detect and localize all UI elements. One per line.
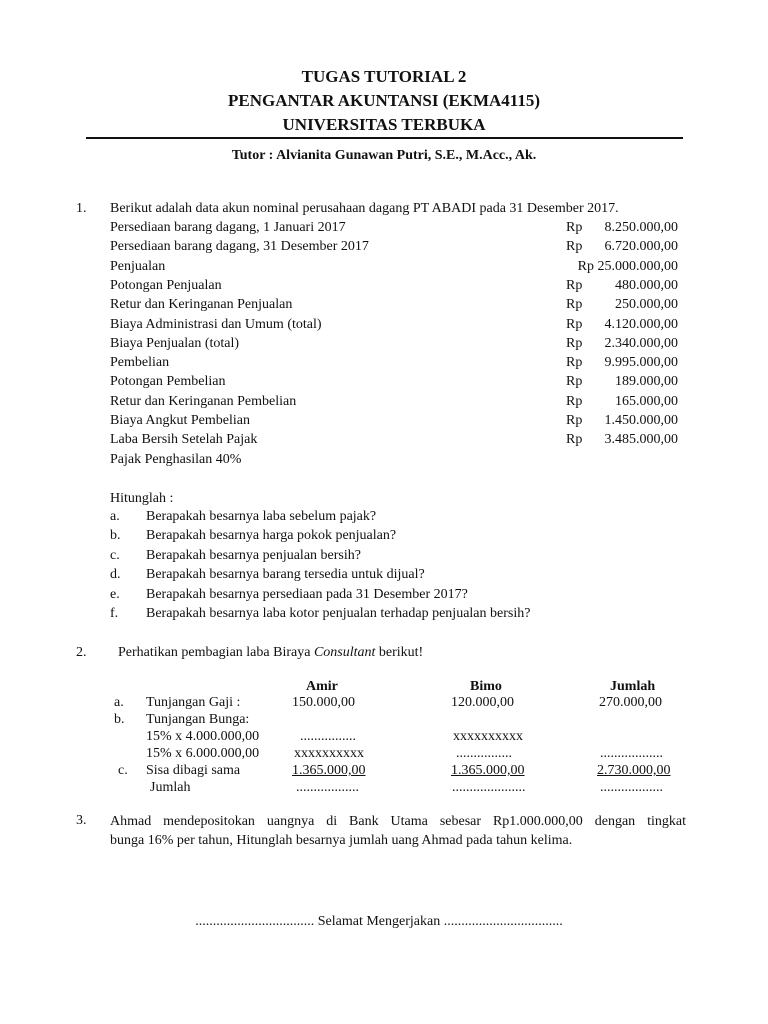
row-b1-bimo: xxxxxxxxxx xyxy=(453,729,523,744)
account-label: Retur dan Keringanan Pembelian xyxy=(110,394,297,409)
university-name: UNIVERSITAS TERBUKA xyxy=(282,115,486,134)
account-amount: 4.120.000,00 xyxy=(604,317,678,332)
account-label: Pajak Penghasilan 40% xyxy=(110,452,242,467)
subquestion-text: Berapakah besarnya laba kotor penjualan terhadap penjualan bersih? xyxy=(146,606,531,621)
account-amount: 165.000,00 xyxy=(615,394,678,409)
currency-label: Rp xyxy=(566,432,583,447)
account-amount: Rp 25.000.000,00 xyxy=(577,259,678,274)
row-b2-amir: xxxxxxxxxx xyxy=(294,746,364,761)
row-a-jumlah: 270.000,00 xyxy=(599,695,662,710)
subquestion-letter: b. xyxy=(110,528,121,543)
account-amount: 8.250.000,00 xyxy=(604,220,678,235)
subquestion-letter: a. xyxy=(110,509,120,524)
row-b2-bimo: ................ xyxy=(456,746,512,761)
subquestion-letter: d. xyxy=(110,567,121,582)
intro-text-end: berikut! xyxy=(375,645,424,660)
row-c-label: Sisa dibagi sama xyxy=(146,763,241,778)
account-amount: 9.995.000,00 xyxy=(604,355,678,370)
row-c-bimo: 1.365.000,00 xyxy=(451,763,525,778)
account-amount: 1.450.000,00 xyxy=(604,413,678,428)
col-header-jumlah: Jumlah xyxy=(610,679,656,694)
row-b-label: Tunjangan Bunga: xyxy=(146,712,250,727)
question-3-line-1: Ahmad mendepositokan uangnya di Bank Utama sebesar Rp1.000.000,00 dengan tingkat xyxy=(110,814,686,829)
row-b2-jumlah: .................. xyxy=(600,746,663,761)
account-amount: 6.720.000,00 xyxy=(604,239,678,254)
question-2-number: 2. xyxy=(76,645,87,660)
currency-label: Rp xyxy=(566,220,583,235)
row-b-letter: b. xyxy=(114,712,125,727)
row-a-amir: 150.000,00 xyxy=(292,695,355,710)
currency-label: Rp xyxy=(566,297,583,312)
subquestion-letter: e. xyxy=(110,587,120,602)
course-title: PENGANTAR AKUNTANSI (EKMA4115) xyxy=(228,91,540,110)
row-c-amir: 1.365.000,00 xyxy=(292,763,366,778)
col-header-bimo: Bimo xyxy=(470,679,502,694)
currency-label: Rp xyxy=(566,394,583,409)
account-label: Potongan Pembelian xyxy=(110,374,226,389)
question-2-intro xyxy=(118,644,423,662)
account-label: Potongan Penjualan xyxy=(110,278,222,293)
subquestion-text: Berapakah besarnya barang tersedia untuk dijual? xyxy=(146,567,425,582)
currency-label: Rp xyxy=(566,278,583,293)
subquestion-text: Berapakah besarnya laba sebelum pajak? xyxy=(146,509,377,524)
account-amount: 189.000,00 xyxy=(615,374,678,389)
question-3-line-2: bunga 16% per tahun, Hitunglah besarnya jumlah uang Ahmad pada tahun kelima. xyxy=(110,833,573,848)
tutor-line: Tutor : Alvianita Gunawan Putri, S.E., M.Acc., Ak. xyxy=(231,148,537,163)
row-b1-amir: ................ xyxy=(300,729,356,744)
subquestion-text: Berapakah besarnya persediaan pada 31 Desember 2017? xyxy=(146,587,468,602)
header-divider xyxy=(86,137,683,139)
closing-line: .................................. Selamat Mengerjakan .................................. xyxy=(195,914,563,929)
row-total-bimo: ..................... xyxy=(452,780,526,795)
row-b2-label: 15% x 6.000.000,00 xyxy=(146,746,260,761)
account-label: Biaya Penjualan (total) xyxy=(110,336,240,351)
question-1-intro: Berikut adalah data akun nominal perusahaan dagang PT ABADI pada 31 Desember 2017. xyxy=(110,201,619,216)
row-total-amir: .................. xyxy=(296,780,359,795)
currency-label: Rp xyxy=(566,355,583,370)
col-header-amir: Amir xyxy=(306,679,338,694)
currency-label: Rp xyxy=(566,317,583,332)
account-label: Biaya Administrasi dan Umum (total) xyxy=(110,317,322,332)
subquestion-letter: c. xyxy=(110,548,120,563)
account-label: Persediaan barang dagang, 1 Januari 2017 xyxy=(110,220,346,235)
row-a-letter: a. xyxy=(114,695,124,710)
subquestion-text: Berapakah besarnya penjualan bersih? xyxy=(146,548,361,563)
document-title: TUGAS TUTORIAL 2 xyxy=(301,67,467,86)
currency-label: Rp xyxy=(566,239,583,254)
row-b1-label: 15% x 4.000.000,00 xyxy=(146,729,260,744)
intro-italic: Consultant xyxy=(313,645,376,660)
account-label: Pembelian xyxy=(110,355,170,370)
row-c-letter: c. xyxy=(118,763,128,778)
account-amount: 2.340.000,00 xyxy=(604,336,678,351)
account-label: Persediaan barang dagang, 31 Desember 2017 xyxy=(110,239,369,254)
intro-text: Perhatikan pembagian laba Biraya xyxy=(118,645,314,660)
account-amount: 480.000,00 xyxy=(615,278,678,293)
question-1-number: 1. xyxy=(76,201,87,216)
account-label: Penjualan xyxy=(110,259,166,274)
account-amount: 3.485.000,00 xyxy=(604,432,678,447)
account-amount: 250.000,00 xyxy=(615,297,678,312)
account-label: Biaya Angkut Pembelian xyxy=(110,413,250,428)
currency-label: Rp xyxy=(566,336,583,351)
row-a-bimo: 120.000,00 xyxy=(451,695,514,710)
question-3-number: 3. xyxy=(76,813,87,828)
row-total-label: Jumlah xyxy=(150,780,191,795)
row-total-jumlah: .................. xyxy=(600,780,663,795)
currency-label: Rp xyxy=(566,374,583,389)
row-c-jumlah: 2.730.000,00 xyxy=(597,763,671,778)
hitunglah-label: Hitunglah : xyxy=(110,491,174,506)
subquestion-text: Berapakah besarnya harga pokok penjualan? xyxy=(146,528,397,543)
currency-label: Rp xyxy=(566,413,583,428)
question-3-text xyxy=(110,812,686,850)
subquestion-letter: f. xyxy=(110,606,119,621)
account-label: Retur dan Keringanan Penjualan xyxy=(110,297,293,312)
row-a-label: Tunjangan Gaji : xyxy=(146,695,241,710)
account-label: Laba Bersih Setelah Pajak xyxy=(110,432,258,447)
